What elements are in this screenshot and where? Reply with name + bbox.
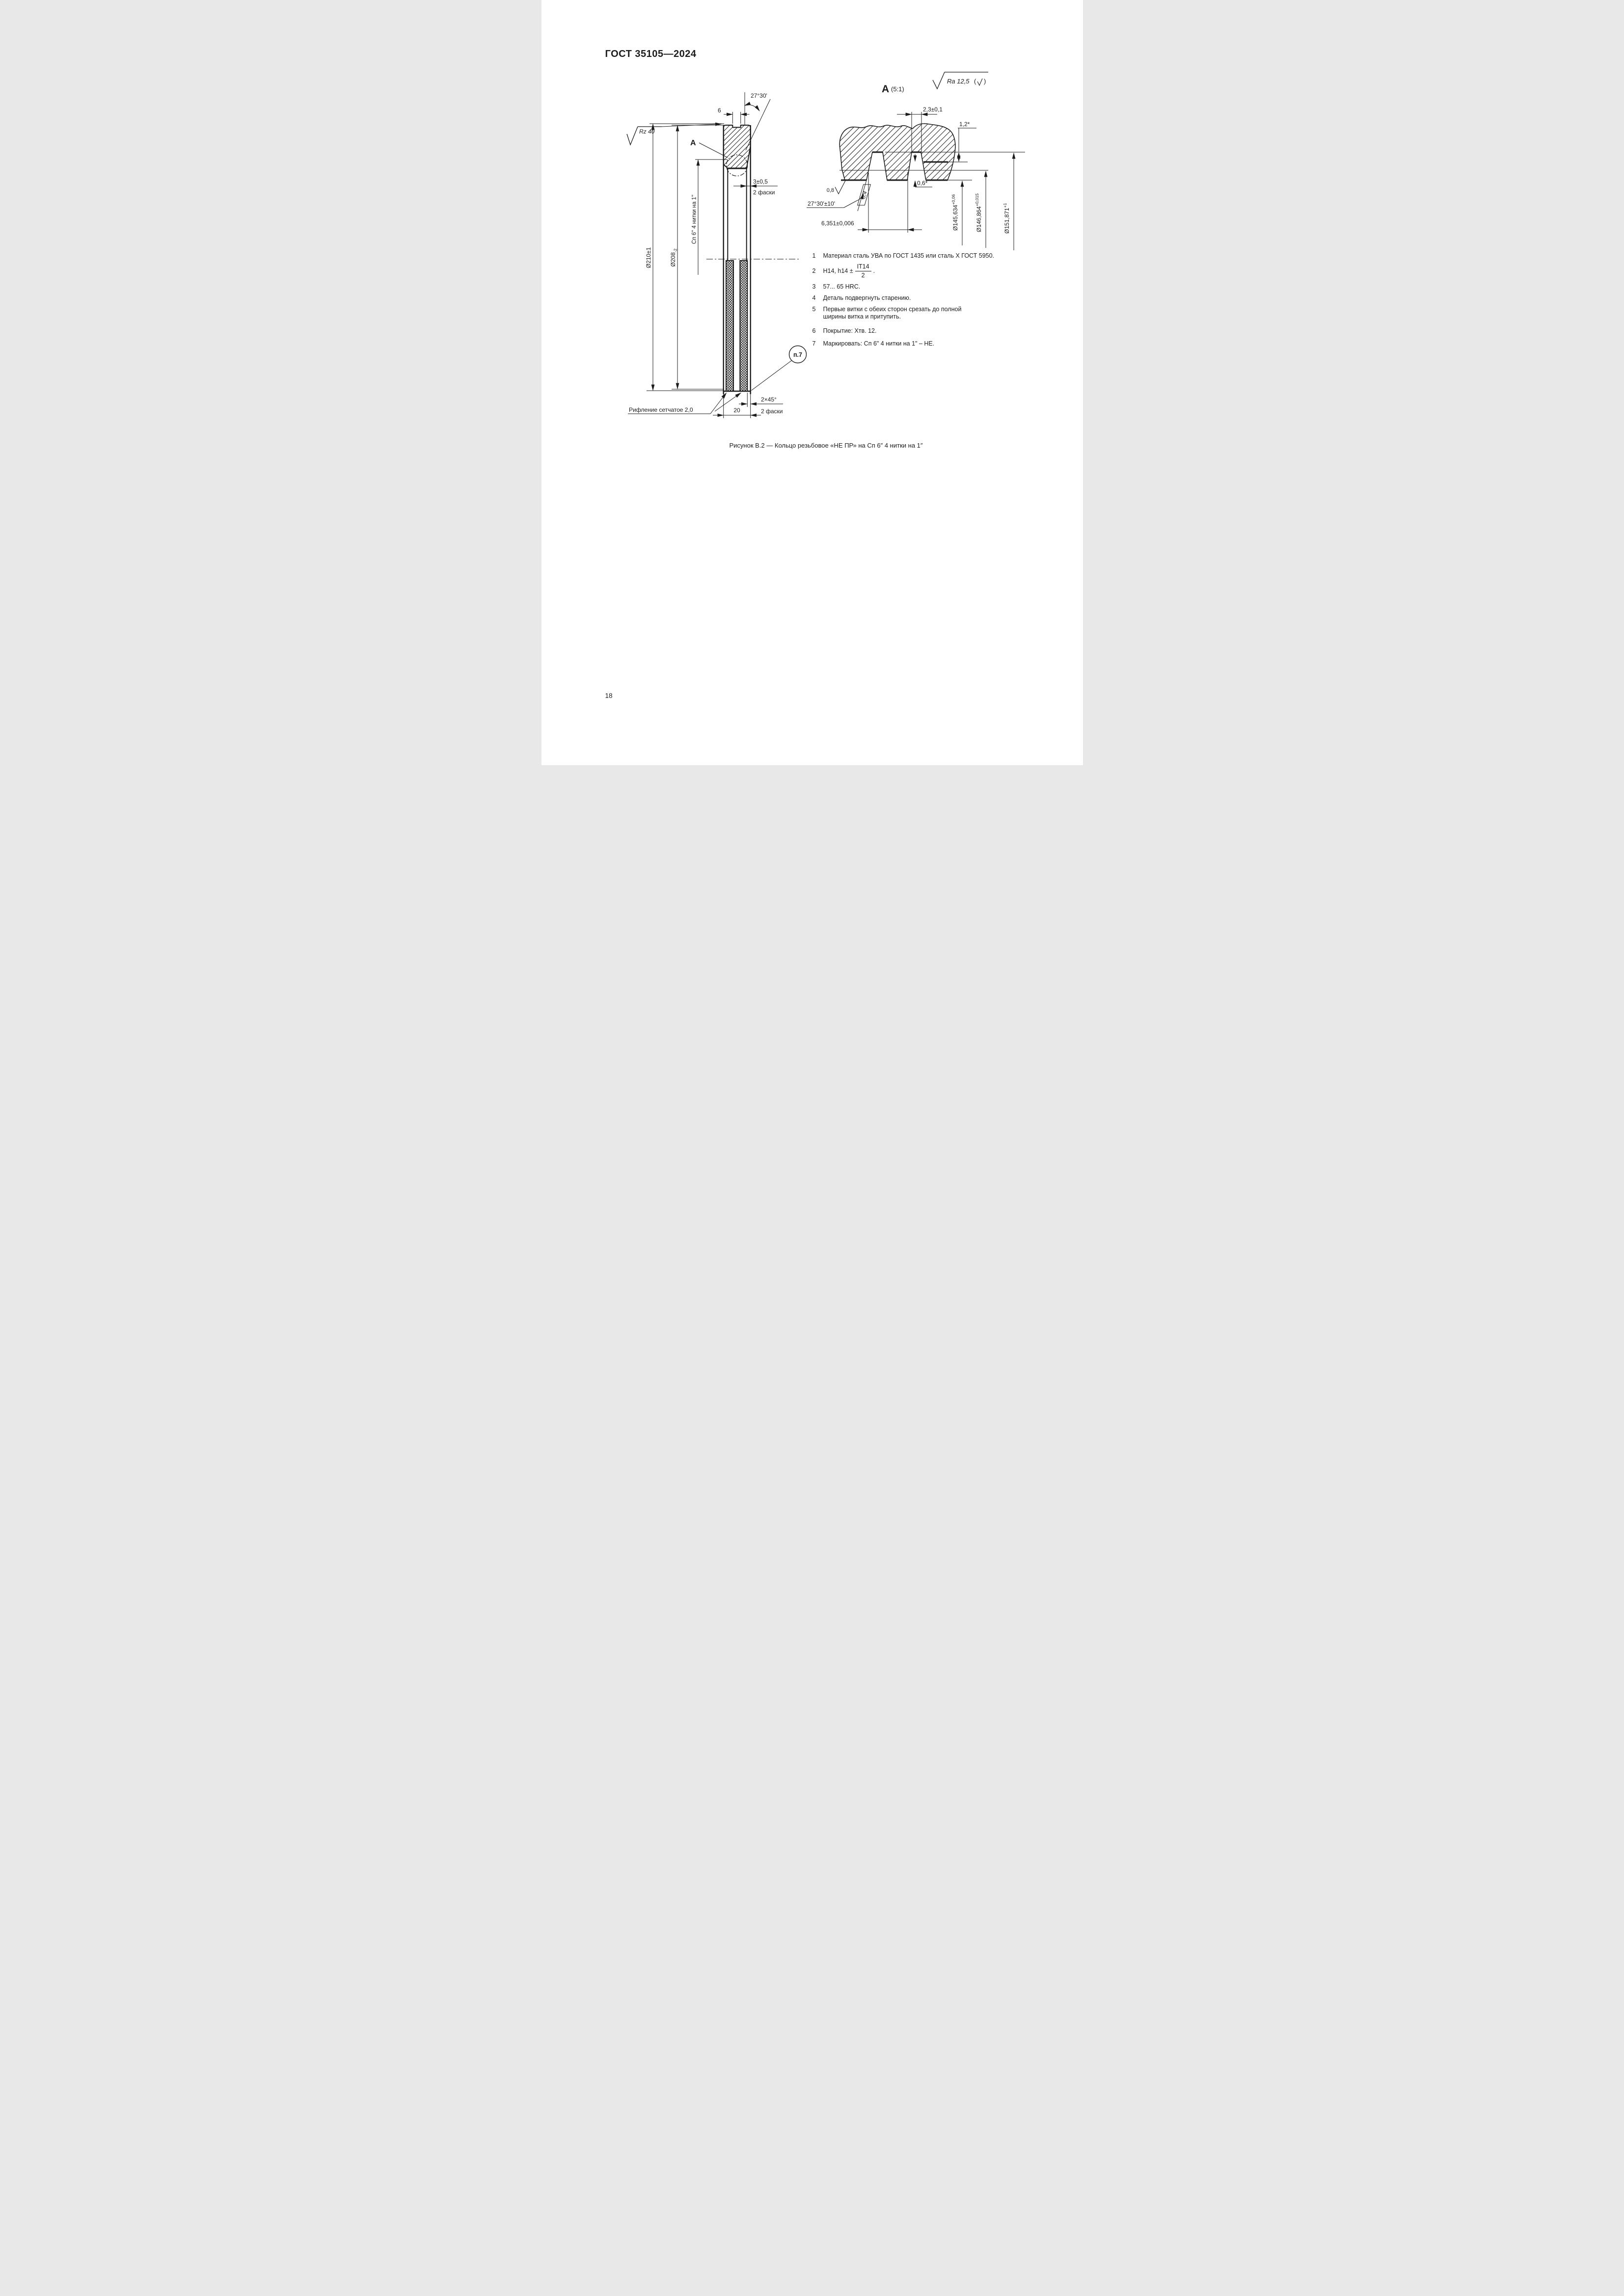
page-number: 18	[605, 692, 613, 699]
detail-title-scale: (5:1)	[891, 85, 904, 93]
width-label: 20	[733, 407, 740, 414]
dia210-label: Ø210±1	[645, 247, 652, 268]
note-item-5: 5 Первые витки с обеих сторон срезать до полной ширины витка и притупить.	[812, 306, 962, 320]
roughness-icon	[627, 127, 638, 145]
knurl-strip-right	[740, 261, 747, 391]
tolerance-fraction: $\frac{IT14}{2}$	[855, 263, 871, 279]
detail-ref-label: A	[690, 139, 696, 147]
cut-label: 1,2*	[959, 121, 970, 128]
surface-ra-label: Ra 12,5	[947, 78, 970, 85]
thread-section	[839, 124, 955, 180]
note-item-4: 4 Деталь подвергнуть старению.	[812, 294, 911, 301]
chamfer-edge-note: 2 фаски	[760, 408, 783, 415]
rim-section	[723, 125, 750, 168]
cut-half-label: 0,6*	[917, 180, 927, 187]
detail-title-letter: A	[881, 83, 889, 95]
roughness-icon	[835, 180, 846, 194]
dim-root-flat	[897, 106, 943, 114]
svg-text:(: (	[974, 78, 976, 85]
pitch-label: 6,351±0,006	[821, 220, 854, 227]
dia-major-label: $Ø151,871^{+1}$	[1002, 203, 1010, 234]
note-item-6: 6 Покрытие: Хтв. 12.	[812, 327, 877, 334]
flank-roughness-label: 0,8	[826, 187, 834, 193]
dim-cut	[958, 121, 976, 161]
roughness-rz-mark	[627, 124, 721, 145]
dia208-label: $Ø208_{-2}$	[669, 248, 677, 267]
note-ref-callout	[751, 346, 806, 391]
dim-chamfer-edge	[739, 393, 783, 415]
ring-body	[706, 125, 799, 394]
dim-dia-minor	[951, 181, 962, 245]
main-view	[627, 92, 807, 418]
rough-04-label: 0,4	[860, 190, 868, 200]
knurl-label: Рифление сетчатое 2,0	[628, 406, 693, 413]
dia-minor-label: $Ø145,634^{+0,06}$	[950, 194, 959, 231]
dim-dia208	[670, 125, 724, 389]
detail-title	[882, 83, 904, 95]
chamfer-edge-label: 2×45°	[760, 396, 777, 403]
knurl-callout	[628, 393, 741, 414]
note-item-7: 7 Маркировать: Сп 6" 4 нитки на 1" – НЕ.	[812, 340, 935, 347]
notes-list	[812, 252, 1043, 347]
dim-dia-pitch	[974, 171, 986, 248]
flank-roughness	[826, 180, 845, 194]
dim-chamfer-face	[733, 171, 778, 196]
figure-caption: Рисунок В.2 — Кольцо резьбовое «НЕ ПР» на Сп 6″ 4 нитки на 1″	[729, 442, 923, 449]
detail-view	[807, 72, 1025, 250]
check-icon	[933, 72, 945, 89]
flank-angle-label: 27°30'±10'	[807, 200, 835, 207]
note-item-3: 3 57... 65 HRC.	[812, 283, 861, 290]
doc-header: ГОСТ 35105—2024	[605, 49, 697, 59]
roughness-label: Rz 40	[639, 128, 654, 135]
chamfer-face-label: 3±0,5	[753, 178, 768, 185]
svg-text:): )	[983, 78, 986, 85]
standard-page	[541, 0, 1083, 765]
technical-drawing	[541, 0, 1083, 765]
dim-dia210	[645, 124, 724, 391]
dim-width-20	[713, 393, 761, 418]
knurl-strip-left	[726, 261, 733, 391]
small-check-icon	[977, 79, 982, 85]
root-flat-label: 2,3±0,1	[922, 106, 943, 113]
dim-pitch	[821, 220, 922, 230]
chamfer-face-note: 2 фаски	[753, 189, 775, 196]
note-item-2: 2 H14, h14 ± $\frac{IT14}{2}$ .	[812, 263, 875, 279]
dim-dia-major	[1002, 153, 1014, 250]
thread-label: Сп 6" 4 нитки на 1"	[691, 194, 697, 244]
note-ref-label: п.7	[793, 351, 802, 358]
dim-thread	[691, 160, 728, 275]
dim-flank-angle	[807, 193, 864, 208]
detail-ref-a	[690, 139, 728, 158]
note-item-1: 1 Материал сталь УВА по ГОСТ 1435 или сталь X ГОСТ 5950.	[812, 252, 995, 259]
top-angle-label: 27°30'	[750, 92, 767, 99]
groove-width-label: 6	[717, 107, 721, 114]
dia-pitch-label: $Ø146,864^{+0,015}$	[974, 193, 982, 232]
surface-ra-mark	[933, 72, 988, 89]
